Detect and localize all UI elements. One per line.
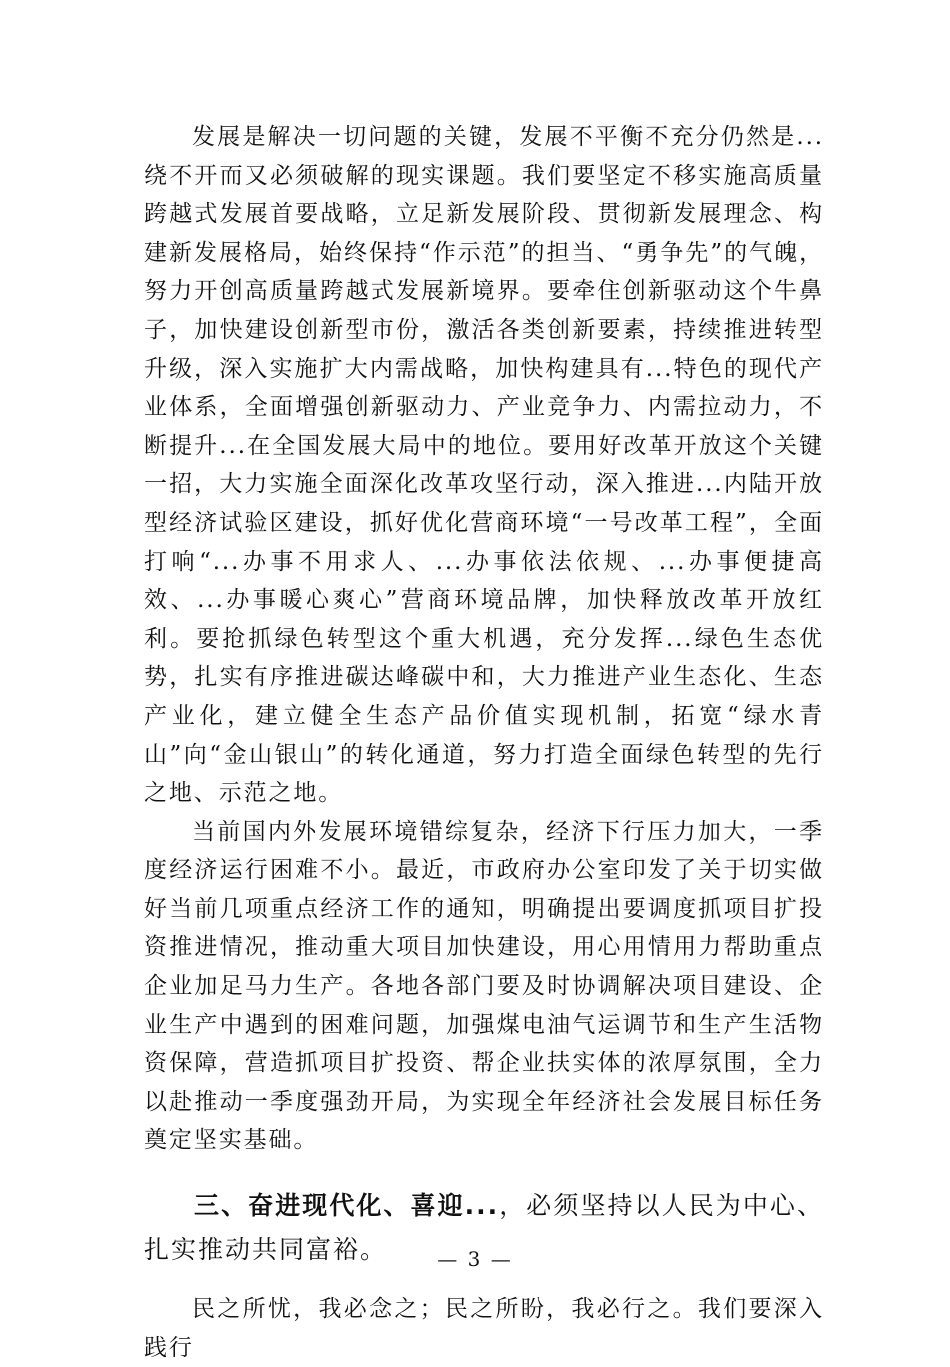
paragraph-development: 发展是解决一切问题的关键，发展不平衡不充分仍然是...绕不开而又必须破解的现实课题。我们要坚定不移实施高质量跨越式发展首要战略，立足新发展阶段、贯彻新发展理念、构建新发展格局，始终保持“作示范”的担当、“勇争先”的气魄，努力开创高质量跨越式发展新境界。要牵住创新驱动这个牛鼻子，加快建设创新型市份，激活各类创新要素，持续推进转型升级，深入实施扩大内需战略，加快构建具有...特色的现代产业体系，全面增强创新驱动力、产业竞争力、内需拉动力，不断提升...在全国发展大局中的地位。要用好改革开放这个关键一招，大力实施全面深化改革攻坚行动，深入推进...内陆开放型经济试验区建设，抓好优化营商环境“一号改革工程”，全面打响“...办事不用求人、...办事依法依规、...办事便捷高效、...办事暖心爽心”营商环境品牌，加快释放改革开放红利。要抢抓绿色转型这个重大机遇，充分发挥...绿色生态优势，扎实有序推进碳达峰碳中和，大力推进产业生态化、生态产业化，建立健全生态产品价值实现机制，拓宽“绿水青山”向“金山银山”的转化通道，努力打造全面绿色转型的先行之地、示范之地。 <box>144 124 824 807</box>
paragraph-people: 民之所忧，我必念之；民之所盼，我必行之。我们要深入践行 <box>144 1296 824 1361</box>
section-heading-bold: 三、奋进现代化、喜迎... <box>194 1191 500 1221</box>
page-number: — 3 — <box>437 1247 513 1271</box>
document-body <box>144 118 824 1367</box>
section-heading-rest: ，必须坚持以人民为中心、扎实推动共同富裕。 <box>144 1191 824 1265</box>
paragraph-economy: 当前国内外发展环境错综复杂，经济下行压力加大，一季度经济运行困难不小。最近，市政府办公室印发了关于切实做好当前几项重点经济工作的通知，明确提出要调度抓项目扩投资推进情况，推动重大项目加快建设，用心用情用力帮助重点企业加足马力生产。各地各部门要及时协调解决项目建设、企业生产中遇到的困难问题，加强煤电油气运调节和生产生活物资保障，营造抓项目扩投资、帮企业扶实体的浓厚氛围，全力以赴推动一季度强劲开局，为实现全年经济社会发展目标任务奠定坚实基础。 <box>144 818 824 1154</box>
